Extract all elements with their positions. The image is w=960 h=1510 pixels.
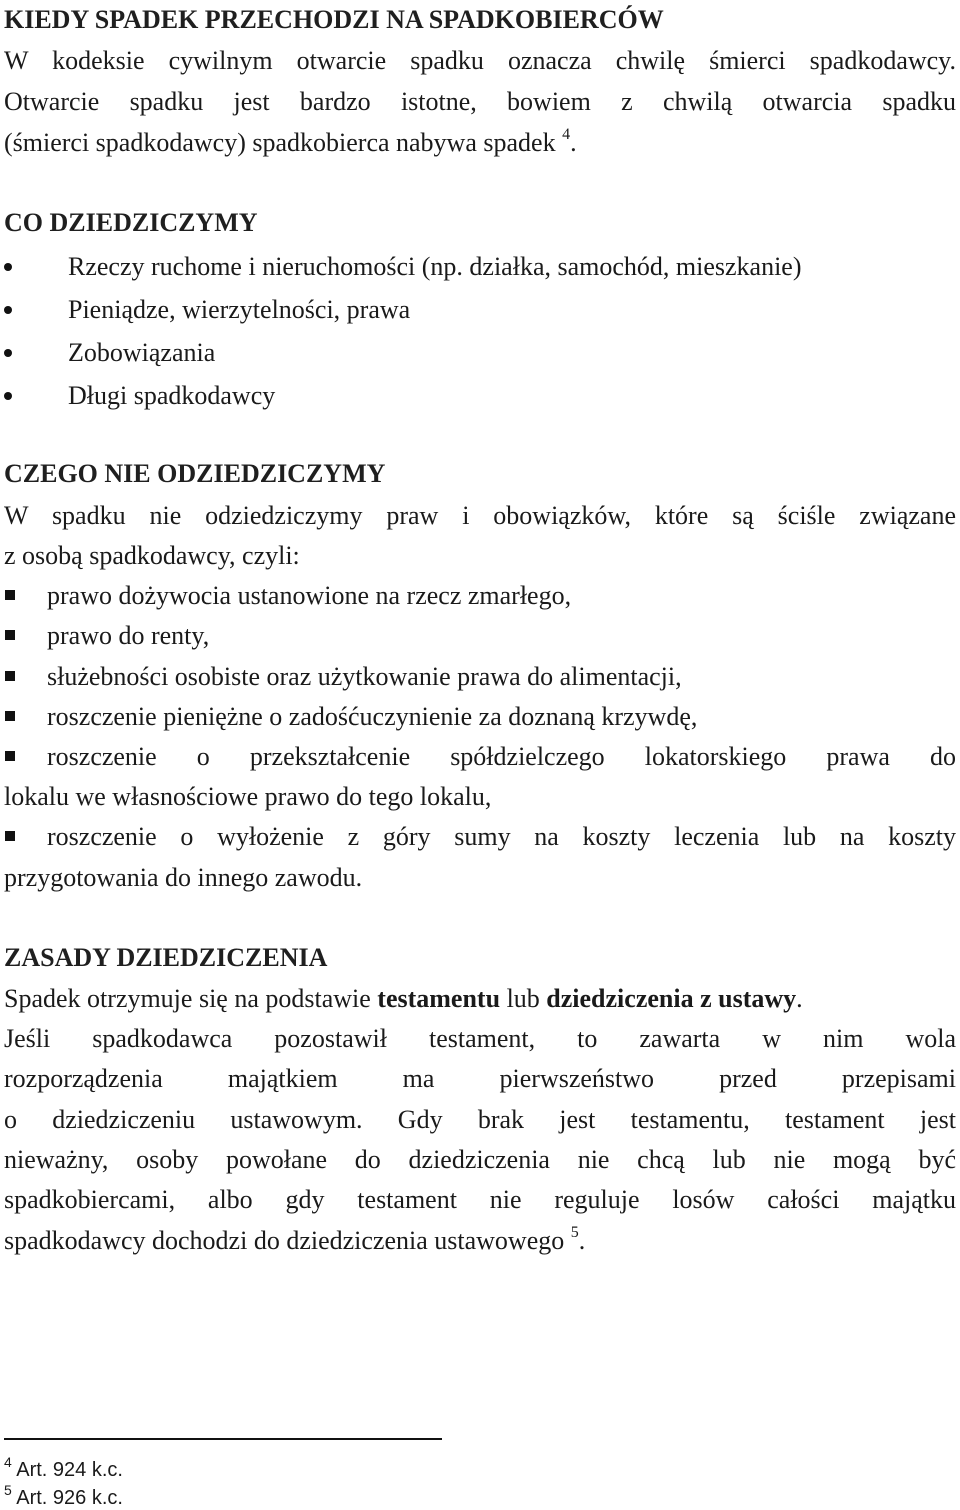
list-item: Zobowiązania	[68, 338, 216, 367]
footnote	[4, 1454, 123, 1482]
bullet-square-icon	[5, 751, 15, 761]
paragraph-line	[4, 984, 803, 1014]
footnote-number: 4	[4, 1454, 12, 1471]
list-item: Długi spadkodawcy	[68, 381, 276, 410]
list-item: Rzeczy ruchome i nieruchomości (np. działka, samochód, mieszkanie)	[68, 252, 802, 281]
paragraph-period: .	[796, 984, 803, 1013]
footnote-ref: 4	[562, 126, 571, 144]
list-item: roszczenie o wyłożenie z góry sumy na koszty leczenia lub na koszty	[47, 822, 956, 851]
bullet-dot-icon	[4, 306, 12, 314]
paragraph-line: spadkobiercami, albo gdy testament nie reguluje losów całości majątku	[4, 1185, 956, 1214]
list-item-continuation: lokalu we własnościowe prawo do tego lokalu,	[4, 782, 492, 811]
bullet-square-icon	[5, 671, 15, 681]
bullet-square-icon	[5, 630, 15, 640]
paragraph-line: nieważny, osoby powołane do dziedziczenia nie chcą lub nie mogą być	[4, 1145, 956, 1174]
paragraph-line	[4, 1226, 585, 1256]
bullet-dot-icon	[4, 263, 12, 271]
heading-co-dziedziczymy: CO DZIEDZICZYMY	[4, 208, 258, 237]
bullet-square-icon	[5, 711, 15, 721]
footnote-number: 5	[4, 1482, 12, 1499]
emphasis-testamentu: testamentu	[377, 984, 501, 1013]
list-item: roszczenie pieniężne o zadośćuczynienie za doznaną krzywdę,	[47, 702, 698, 731]
paragraph-period: .	[578, 1226, 586, 1255]
paragraph-line: rozporządzenia majątkiem ma pierwszeństwo przed przepisami	[4, 1064, 956, 1093]
emphasis-dziedziczenia: dziedziczenia z ustawy	[546, 984, 797, 1013]
bullet-square-icon	[5, 831, 15, 841]
paragraph-line	[4, 128, 577, 158]
paragraph-text: Spadek otrzymuje się na podstawie	[4, 984, 378, 1013]
bullet-square-icon	[5, 590, 15, 600]
footnote-text: Art. 924 k.c.	[16, 1459, 123, 1481]
paragraph-line: W kodeksie cywilnym otwarcie spadku oznacza chwilę śmierci spadkodawcy.	[4, 46, 956, 75]
list-item-continuation: przygotowania do innego zawodu.	[4, 863, 363, 892]
list-item: Pieniądze, wierzytelności, prawa	[68, 295, 411, 324]
paragraph-line: Otwarcie spadku jest bardzo istotne, bowiem z chwilą otwarcia spadku	[4, 87, 956, 116]
footnote	[4, 1482, 123, 1510]
heading-czego-nie-odziedziczymy: CZEGO NIE ODZIEDZICZYMY	[4, 459, 386, 488]
list-item: prawo dożywocia ustanowione na rzecz zmarłego,	[47, 581, 572, 610]
heading-zasady-dziedziczenia: ZASADY DZIEDZICZENIA	[4, 943, 328, 972]
heading-kiedy-spadek: KIEDY SPADEK PRZECHODZI NA SPADKOBIERCÓW	[4, 5, 664, 34]
list-item: służebności osobiste oraz użytkowanie prawa do alimentacji,	[47, 662, 682, 691]
paragraph-line: z osobą spadkodawcy, czyli:	[4, 541, 300, 570]
list-item: roszczenie o przekształcenie spółdzielczego lokatorskiego prawa do	[47, 742, 956, 771]
list-item: prawo do renty,	[47, 621, 210, 650]
paragraph-line: o dziedziczeniu ustawowym. Gdy brak jest testamentu, testament jest	[4, 1105, 956, 1134]
paragraph-text: (śmierci spadkodawcy) spadkobierca nabywa spadek	[4, 128, 556, 157]
footnote-text: Art. 926 k.c.	[16, 1487, 123, 1509]
paragraph-line: W spadku nie odziedziczymy praw i obowiązków, które są ściśle związane	[4, 501, 956, 530]
paragraph-line: Jeśli spadkodawca pozostawił testament, to zawarta w nim wola	[4, 1024, 956, 1053]
paragraph-text: spadkodawcy dochodzi do dziedziczenia ustawowego	[4, 1226, 565, 1255]
paragraph-text: lub	[500, 984, 547, 1013]
footnote-ref: 5	[570, 1224, 579, 1242]
footnote-separator	[4, 1438, 442, 1440]
paragraph-period: .	[570, 128, 577, 157]
bullet-dot-icon	[4, 392, 12, 400]
bullet-dot-icon	[4, 349, 12, 357]
